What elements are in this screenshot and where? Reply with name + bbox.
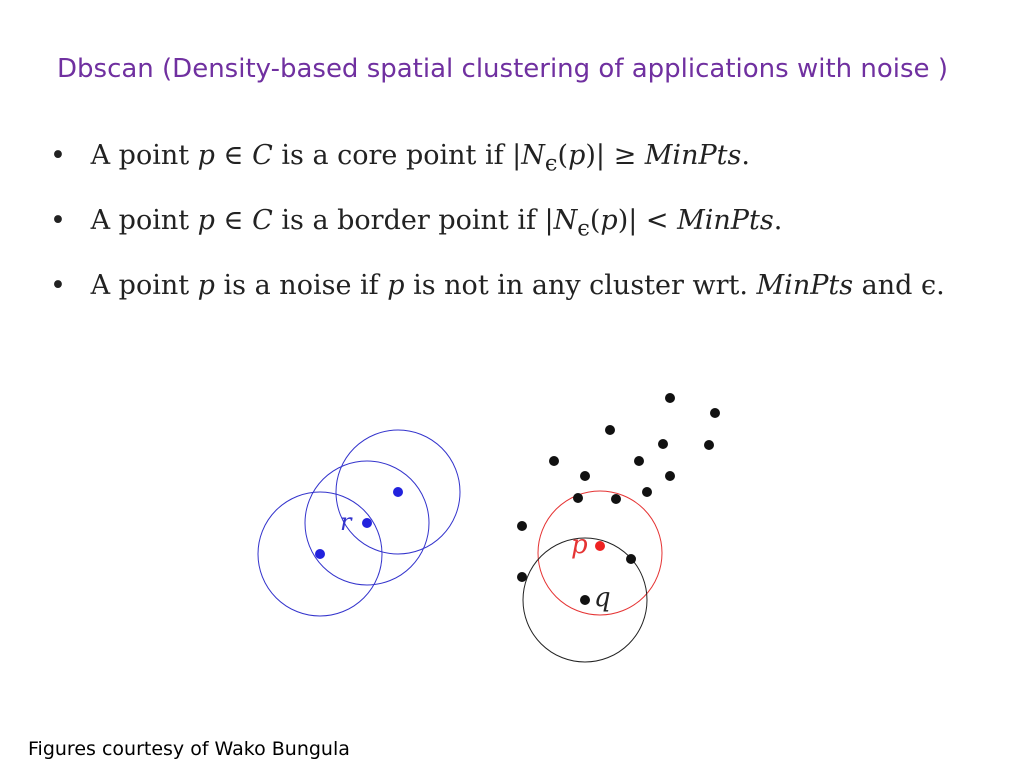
data-point xyxy=(704,440,714,450)
bullet-text: A point p ∈ C is a border point if $|N_\epsilon(p)|$ < MinPts. xyxy=(90,205,783,242)
point-p xyxy=(595,541,605,551)
label-q: q xyxy=(594,583,611,613)
data-point xyxy=(626,554,636,564)
data-point xyxy=(580,471,590,481)
data-point xyxy=(517,572,527,582)
data-point xyxy=(605,425,615,435)
label-r: r xyxy=(340,508,352,536)
data-point xyxy=(517,521,527,531)
point-q xyxy=(580,595,590,605)
left-figure xyxy=(258,430,460,616)
slide-title: Dbscan (Density-based spatial clustering of applications with noise ) xyxy=(57,54,948,84)
data-point xyxy=(658,439,668,449)
data-point xyxy=(710,408,720,418)
right-figure xyxy=(517,393,720,662)
bullet-text: A point p is a noise if p is not in any cluster wrt. MinPts and ϵ. xyxy=(90,270,945,301)
data-point xyxy=(665,471,675,481)
data-point xyxy=(549,456,559,466)
bullet-text: A point p ∈ C is a core point if $|N_\epsilon(p)|$ ≥ MinPts. xyxy=(90,140,750,177)
figure-caption: Figures courtesy of Wako Bungula xyxy=(28,738,350,760)
label-p: p xyxy=(571,530,588,560)
bullet-dot: • xyxy=(50,140,66,171)
data-point xyxy=(573,493,583,503)
data-point xyxy=(665,393,675,403)
data-point xyxy=(634,456,644,466)
core-point-r xyxy=(362,518,372,528)
core-point xyxy=(393,487,403,497)
bullet-dot: • xyxy=(50,270,66,301)
core-point xyxy=(315,549,325,559)
bullet-dot: • xyxy=(50,205,66,236)
data-point xyxy=(642,487,652,497)
data-point xyxy=(611,494,621,504)
